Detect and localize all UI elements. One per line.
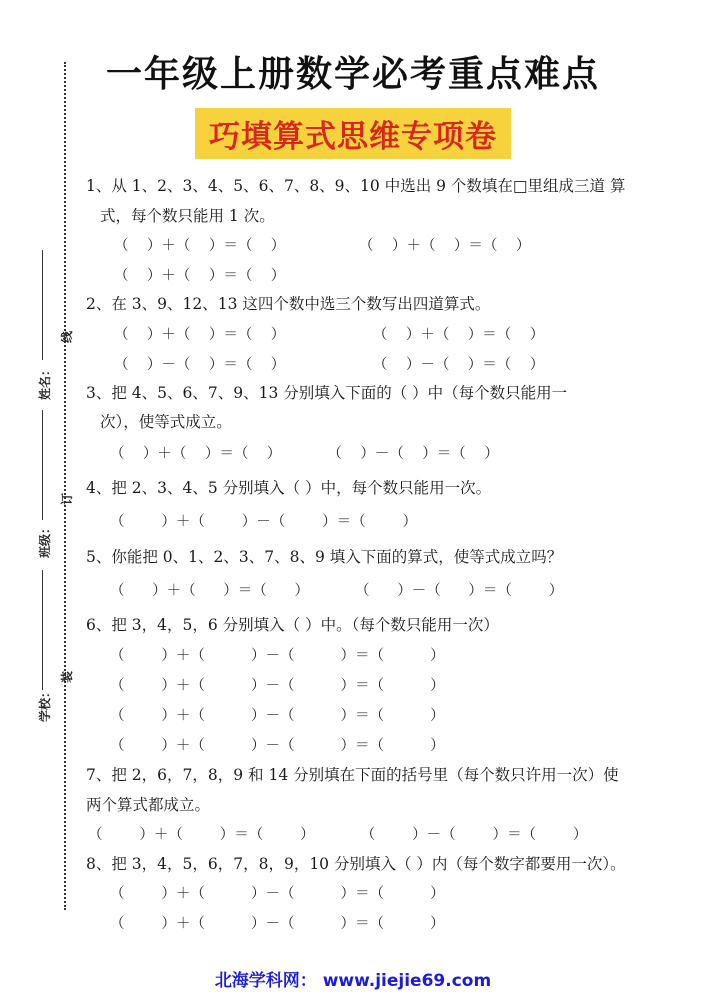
question-1-text-cont: 式，每个数只能用 1 次。 — [100, 207, 275, 225]
question-1-text: 1、从 1、2、3、4、5、6、7、8、9、10 中选出 9 个数填在□里组成三道 算 — [86, 177, 626, 195]
question-4-equation[interactable]: （ ）＋（ ）－（ ）＝（ ） — [110, 514, 417, 530]
question-1-equation[interactable]: （ ）＋（ ）＝（ ） （ ）＋（ ）＝（ ） — [114, 238, 531, 254]
name-label: 姓名： — [38, 363, 52, 400]
school-label: 学校： — [38, 685, 52, 722]
question-7-text-cont: 两个算式都成立。 — [86, 796, 211, 814]
binding-char-bind: 订 — [60, 492, 74, 505]
question-8-equation[interactable]: （ ）＋（ ）－（ ）＝（ ） — [110, 886, 445, 902]
question-8-equation[interactable]: （ ）＋（ ）－（ ）＝（ ） — [110, 916, 445, 932]
subtitle: 巧填算式思维专项卷 — [195, 108, 511, 159]
question-3-text-cont: 次），使等式成立。 — [100, 413, 232, 431]
question-6-equation[interactable]: （ ）＋（ ）－（ ）＝（ ） — [110, 738, 445, 754]
question-6-equation[interactable]: （ ）＋（ ）－（ ）＝（ ） — [110, 708, 445, 724]
question-4-text: 4、把 2、3、4、5 分别填入（ ）中，每个数只能用一次。 — [86, 479, 492, 497]
question-2-equation[interactable]: （ ）＋（ ）＝（ ） （ ）＋（ ）＝（ ） — [114, 327, 545, 343]
question-3-equation[interactable]: （ ）＋（ ）＝（ ） （ ）－（ ）＝（ ） — [110, 446, 499, 462]
question-2-equation[interactable]: （ ）－（ ）＝（ ） （ ）－（ ）＝（ ） — [114, 357, 545, 373]
question-5-text: 5、你能把 0、1、2、3、7、8、9 填入下面的算式，使等式成立吗？ — [86, 548, 563, 566]
binding-dotted-line — [64, 62, 66, 910]
question-2-text: 2、在 3、9、12、13 这四个数中选三个数写出四道算式。 — [86, 295, 491, 313]
class-field-line — [42, 410, 43, 520]
footer-website[interactable]: 北海学科网： www.jiejie69.com — [214, 971, 492, 991]
question-6-equation[interactable]: （ ）＋（ ）－（ ）＝（ ） — [110, 648, 445, 664]
question-6-equation[interactable]: （ ）＋（ ）－（ ）＝（ ） — [110, 678, 445, 694]
question-8-text: 8、把 3，4，5，6，7，8，9，10 分别填入（ ）内（每个数字都要用一次）。 — [86, 855, 626, 873]
question-1-equation[interactable]: （ ）＋（ ）＝（ ） — [114, 268, 286, 284]
name-field-line — [42, 250, 43, 360]
subtitle-banner — [0, 108, 706, 159]
class-label: 班级： — [38, 521, 52, 558]
question-6-text: 6、把 3，4，5，6 分别填入（ ）中。（每个数只能用一次） — [86, 616, 499, 634]
question-3-text: 3、把 4、5、6、7、9、13 分别填入下面的（ ）中（每个数只能用一 — [86, 384, 568, 402]
page-title: 一年级上册数学必考重点难点 — [105, 54, 600, 95]
school-field-line — [42, 570, 43, 690]
binding-char-line: 线 — [60, 330, 74, 343]
question-7-text: 7、把 2，6，7，8，9 和 14 分别填在下面的括号里（每个数只许用一次）使 — [86, 766, 619, 784]
question-5-equation[interactable]: （ ）＋（ ）＝（ ） （ ）－（ ）＝（ ） — [110, 583, 564, 599]
binding-char-mount: 装 — [60, 670, 74, 683]
question-7-equation[interactable]: （ ）＋（ ）＝（ ） （ ）－（ ）＝（ ） — [88, 827, 588, 843]
